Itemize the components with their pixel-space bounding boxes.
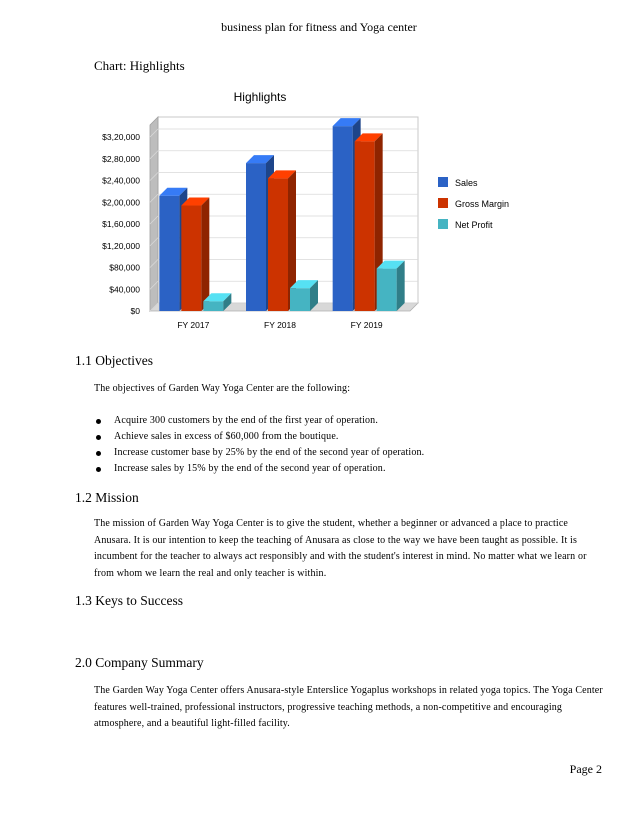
bar-front (290, 288, 310, 311)
y-tick-label: $2,00,000 (102, 197, 140, 208)
list-item-text: Increase sales by 15% by the end of the second year of operation. (114, 463, 386, 474)
y-tick-label: $80,000 (109, 262, 140, 273)
objectives-intro: The objectives of Garden Way Yoga Center are the following: (94, 383, 351, 394)
bullet-icon (96, 467, 101, 472)
legend-label: Sales (455, 178, 478, 188)
list-item-text: Achieve sales in excess of $60,000 from the boutique. (114, 431, 339, 442)
list-item (94, 461, 424, 477)
chart-caption: Chart: Highlights (94, 58, 185, 73)
bar-net-profit-fy-2019 (377, 261, 405, 311)
list-item (94, 429, 424, 445)
chart-plot-area (102, 117, 418, 330)
y-tick-label: $2,40,000 (102, 175, 140, 186)
bar-front (181, 206, 201, 311)
bar-net-profit-fy-2018 (290, 280, 318, 311)
bar-front (333, 126, 353, 311)
bullet-icon (96, 451, 101, 456)
bar-gross-margin-fy-2017 (181, 198, 209, 311)
bar-front (355, 141, 375, 311)
company-heading: 2.0 Company Summary (75, 655, 204, 670)
y-tick-label: $0 (130, 306, 140, 316)
y-tick-label: $40,000 (109, 284, 140, 295)
list-item (94, 413, 424, 429)
y-tick-label: $2,80,000 (102, 153, 140, 164)
legend-label: Gross Margin (455, 199, 510, 209)
bullet-icon (96, 435, 101, 440)
list-item-text: Increase customer base by 25% by the end of the second year of operation. (114, 447, 425, 458)
bar-front (159, 196, 179, 311)
legend-swatch (438, 219, 448, 229)
highlights-chart (80, 85, 520, 335)
y-tick-label: $1,60,000 (102, 219, 140, 229)
y-tick-label: $3,20,000 (102, 132, 140, 142)
bar-front (268, 178, 288, 311)
legend-label: Net Profit (455, 220, 493, 230)
company-text: The Garden Way Yoga Center offers Anusara-style Enterslice Yogaplus workshops in related yoga topics. The Yoga Center features well-trained, professional instructors, progressive teaching methods, a non-competitive and encouraging atmosphere, and a beautiful light-filled facility. (94, 685, 603, 729)
bar-front (246, 163, 266, 311)
keys-heading: 1.3 Keys to Success (75, 593, 183, 608)
page-number: Page 2 (569, 762, 602, 776)
legend-swatch (438, 198, 448, 208)
objectives-list (94, 413, 424, 477)
chart-title: Highlights (233, 90, 287, 104)
x-tick-label: FY 2017 (177, 320, 210, 330)
x-tick-label: FY 2018 (264, 320, 296, 330)
y-tick-label: $1,20,000 (102, 240, 140, 251)
mission-heading: 1.2 Mission (75, 490, 139, 505)
bar-front (203, 301, 223, 311)
bullet-icon (96, 419, 101, 424)
chart-legend (438, 177, 509, 230)
bar-side (397, 261, 405, 311)
list-item-text: Acquire 300 customers by the end of the first year of operation. (114, 415, 378, 426)
bar-front (377, 269, 397, 311)
bar-side (201, 198, 209, 311)
mission-text: The mission of Garden Way Yoga Center is to give the student, whether a beginner or advanced a place to practice Anusara. It is our intention to keep the teaching of Anusara as close to the way we have been taught as possible. It is incumbent for the teacher to always act responsibly and with the student's interest in mind. No matter what we learn or from whom we learn the real and only teacher is within. (94, 518, 587, 579)
x-tick-label: FY 2019 (350, 320, 383, 330)
legend-swatch (438, 177, 448, 187)
list-item (94, 445, 424, 461)
objectives-heading: 1.1 Objectives (75, 353, 153, 368)
document-header: business plan for fitness and Yoga center (221, 20, 417, 34)
